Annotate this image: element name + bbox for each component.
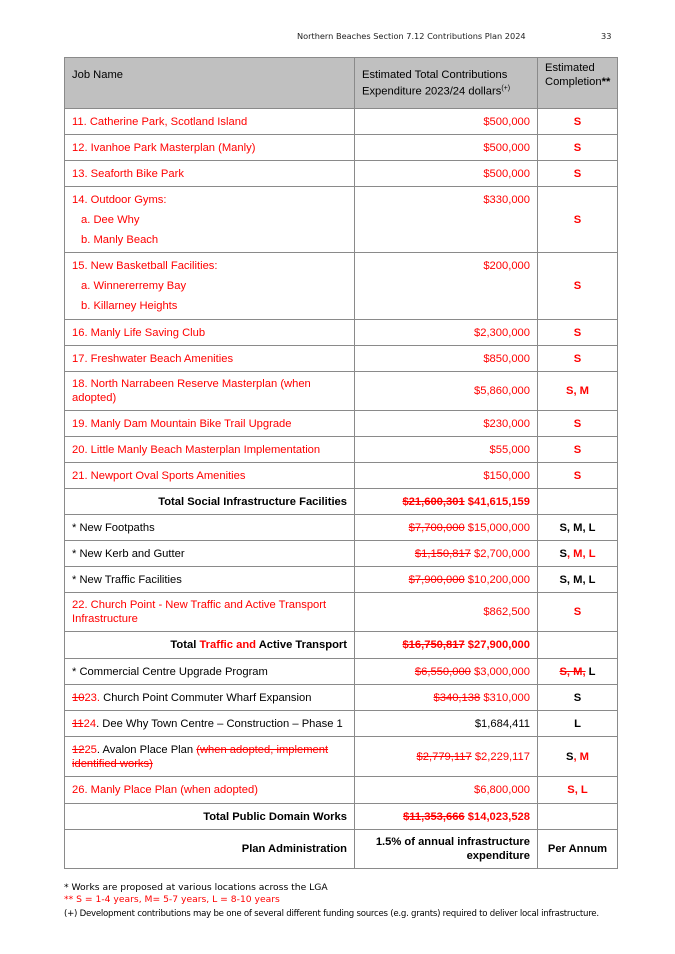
new-amount: $3,000,000 (474, 665, 530, 678)
amount: $230,000 (355, 411, 538, 437)
amount: $6,800,000 (355, 777, 538, 804)
table-row (65, 109, 618, 135)
job-name: 12. Ivanhoe Park Masterplan (Manly) (65, 135, 355, 161)
table-row (65, 437, 618, 463)
header-superscript: (+) (501, 84, 511, 92)
plan-administration-row (65, 830, 618, 869)
column-header-expenditure (355, 58, 538, 109)
table-row (65, 135, 618, 161)
table-row (65, 737, 618, 777)
completion: S, L (538, 777, 618, 804)
old-number: 11 (72, 717, 84, 730)
job-name: 22. Church Point - New Traffic and Active Transport Infrastructure (65, 593, 355, 632)
total-amount (355, 489, 538, 515)
job-name: 11. Catherine Park, Scotland Island (65, 109, 355, 135)
plan-admin-completion: Per Annum (538, 830, 618, 869)
sub-item: a. Winnererremy Bay (81, 280, 187, 292)
job-name: 26. Manly Place Plan (when adopted) (65, 777, 355, 804)
job-name (65, 711, 355, 737)
table-row (65, 593, 618, 632)
job-title-removed: (when adopted, implement identified works) (72, 743, 329, 770)
table-row (65, 463, 618, 489)
document-title: Northern Beaches Section 7.12 Contributions Plan 2024 (297, 31, 526, 41)
new-amount: $14,023,528 (467, 810, 530, 823)
note-locations: * Works are proposed at various locations across the LGA (64, 882, 328, 893)
table-row (65, 372, 618, 411)
completion-added: , M, L (566, 547, 596, 560)
completion (538, 541, 618, 567)
amount: $55,000 (355, 437, 538, 463)
job-name: 21. Newport Oval Sports Amenities (65, 463, 355, 489)
amount (355, 737, 538, 777)
amount: $5,860,000 (355, 372, 538, 411)
amount (355, 567, 538, 593)
total-label (65, 632, 355, 659)
job-name: 17. Freshwater Beach Amenities (65, 346, 355, 372)
completion: S (538, 593, 618, 632)
total-row-social (65, 489, 618, 515)
completion: S (538, 320, 618, 346)
completion: S, M (538, 372, 618, 411)
old-number: 10 (72, 691, 85, 704)
column-header-job-name (65, 58, 355, 109)
table-row (65, 711, 618, 737)
amount: $330,000 (355, 187, 538, 253)
old-amount: $340,138 (433, 691, 481, 704)
new-number: 25 (84, 743, 97, 756)
column-header-completion (538, 58, 618, 109)
completion (538, 737, 618, 777)
amount: $150,000 (355, 463, 538, 489)
amount: $1,684,411 (355, 711, 538, 737)
table-row (65, 161, 618, 187)
completion: S (538, 463, 618, 489)
total-amount (355, 632, 538, 659)
old-amount: $7,700,000 (408, 521, 465, 534)
completion-original: S (565, 750, 574, 763)
table-row (65, 320, 618, 346)
table-row (65, 659, 618, 685)
new-number: 24 (83, 717, 97, 730)
header-label: Estimated Completion (545, 62, 602, 88)
completion: S (538, 187, 618, 253)
job-title: . Avalon Place Plan (96, 743, 197, 756)
label-part: Total (170, 639, 200, 651)
plan-admin-label: Plan Administration (65, 830, 355, 869)
old-amount: $7,900,000 (408, 573, 465, 586)
new-amount: $15,000,000 (467, 521, 530, 534)
sub-item: b. Killarney Heights (81, 300, 178, 312)
job-name: * New Footpaths (65, 515, 355, 541)
old-amount: $6,550,000 (414, 665, 471, 678)
completion: S (538, 109, 618, 135)
completion-kept: L (585, 665, 596, 678)
amount (355, 685, 538, 711)
sub-item: a. Dee Why (81, 214, 140, 226)
table-header-row (65, 58, 618, 109)
job-name-cell (65, 187, 355, 253)
job-name: 19. Manly Dam Mountain Bike Trail Upgrade (65, 411, 355, 437)
completion (538, 659, 618, 685)
new-amount: $27,900,000 (467, 639, 530, 651)
job-name: 13. Seaforth Bike Park (65, 161, 355, 187)
job-name (65, 737, 355, 777)
completion-original: S (559, 547, 567, 560)
old-amount: $16,750,817 (402, 639, 465, 651)
amount: $2,300,000 (355, 320, 538, 346)
job-name: * New Traffic Facilities (65, 567, 355, 593)
header-superscript: ** (601, 76, 611, 88)
total-row-traffic (65, 632, 618, 659)
new-amount: $10,200,000 (467, 573, 530, 586)
empty-cell (538, 489, 618, 515)
table-row (65, 346, 618, 372)
plan-admin-amount: 1.5% of annual infrastructure expenditure (355, 830, 538, 869)
amount: $862,500 (355, 593, 538, 632)
completion: S, M, L (538, 567, 618, 593)
new-number: 23. (84, 691, 101, 704)
contributions-table (64, 57, 618, 869)
completion-added: , M (573, 750, 589, 763)
table-row (65, 515, 618, 541)
job-name: 15. New Basketball Facilities: (72, 260, 218, 272)
label-part-added: Traffic and (199, 639, 257, 651)
table-notes (64, 882, 599, 920)
amount: $500,000 (355, 161, 538, 187)
job-name: * New Kerb and Gutter (65, 541, 355, 567)
completion: S (538, 685, 618, 711)
amount: $500,000 (355, 135, 538, 161)
old-amount: $2,779,117 (416, 750, 472, 763)
sub-item: b. Manly Beach (81, 234, 159, 246)
empty-cell (538, 632, 618, 659)
completion: S (538, 437, 618, 463)
table-row (65, 541, 618, 567)
job-name: 18. North Narrabeen Reserve Masterplan (when adopted) (65, 372, 355, 411)
new-amount: $2,229,117 (474, 750, 530, 763)
table-row (65, 685, 618, 711)
empty-cell (538, 804, 618, 830)
completion: S (538, 161, 618, 187)
old-number: 12 (72, 743, 85, 756)
page-number: 33 (601, 31, 612, 41)
job-title: Church Point Commuter Wharf Expansion (100, 691, 312, 704)
header-label: Job Name (72, 69, 123, 81)
new-amount: $310,000 (483, 691, 530, 704)
note-funding-sources: (+) Development contributions may be one of several different funding sources (e.g. grants) required to deliver local infrastructure. (64, 909, 599, 919)
amount: $200,000 (355, 253, 538, 320)
amount (355, 541, 538, 567)
total-label: Total Social Infrastructure Facilities (65, 489, 355, 515)
job-name: * Commercial Centre Upgrade Program (65, 659, 355, 685)
job-name: 20. Little Manly Beach Masterplan Implementation (65, 437, 355, 463)
table-row (65, 567, 618, 593)
table-row (65, 187, 618, 253)
table-row (65, 253, 618, 320)
job-name: 14. Outdoor Gyms: (72, 194, 167, 206)
table-row (65, 777, 618, 804)
completion: S (538, 253, 618, 320)
job-name: 16. Manly Life Saving Club (65, 320, 355, 346)
new-amount: $2,700,000 (474, 547, 530, 560)
job-name (65, 685, 355, 711)
total-amount (355, 804, 538, 830)
header-label: Estimated Total Contributions Expenditure 2023/24 dollars (362, 68, 508, 98)
completion: S (538, 135, 618, 161)
completion: L (538, 711, 618, 737)
total-row-public-domain (65, 804, 618, 830)
old-amount: $1,150,817 (414, 547, 471, 560)
completion: S (538, 411, 618, 437)
job-title: . Dee Why Town Centre – Construction – Phase 1 (96, 717, 343, 730)
table-row (65, 411, 618, 437)
completion-removed: S, M, (559, 665, 586, 678)
completion: S (538, 346, 618, 372)
old-amount: $11,353,666 (403, 810, 465, 823)
completion: S, M, L (538, 515, 618, 541)
old-amount: $21,600,301 (402, 495, 465, 508)
new-amount: $41,615,159 (467, 495, 530, 508)
amount (355, 659, 538, 685)
label-part: Active Transport (256, 639, 347, 651)
amount: $850,000 (355, 346, 538, 372)
note-completion-key: ** S = 1-4 years, M= 5-7 years, L = 8-10 years (64, 894, 280, 905)
total-label: Total Public Domain Works (65, 804, 355, 830)
amount (355, 515, 538, 541)
amount: $500,000 (355, 109, 538, 135)
job-name-cell (65, 253, 355, 320)
